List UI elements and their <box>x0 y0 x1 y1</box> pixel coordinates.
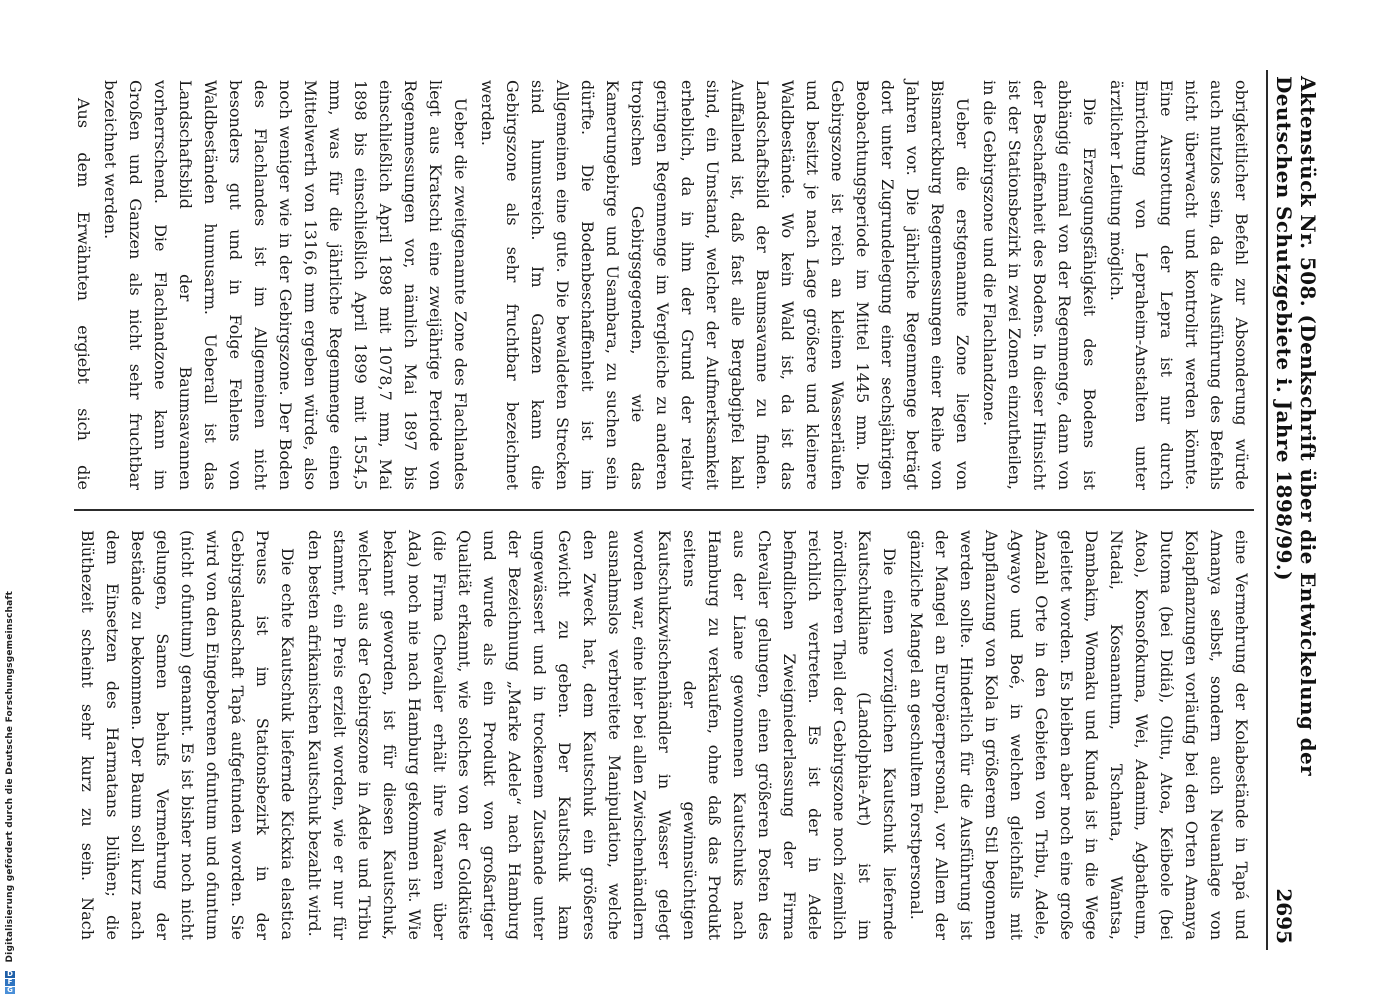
scanned-page <box>70 70 1320 950</box>
paragraph: Die Erzeugungsfähigkeit des Bodens ist abhängig einmal von der Regenmenge, dann von der Beschaffenheit des Bodens. In dieser Hinsicht ist der Stationsbezirk in zwei Zonen einzutheilen, in die Gebirgszone und die Flachlandzone. <box>980 80 1099 490</box>
column-divider <box>74 509 1254 511</box>
dfg-logo-letter-d: D <box>5 971 15 978</box>
dfg-logo-letter-f: F <box>5 979 15 986</box>
credit-text: Digitalisierung gefördert durch die Deutsche Forschungsgemeinschaft <box>5 590 15 962</box>
digitization-credit <box>4 8 16 994</box>
paragraph: Ueber die erstgenannte Zone liegen von Bismarckburg Regenmessungen einer Reihe von Jahren vor. Die jährliche Regenmenge beträgt dort unter Zugrundelegung einer sechsjährigen Beobachtungsperiode im Mittel 1445 mm. Die Gebirgszone ist reich an kleinen Wasserläufen und besitzt je nach Lage größere und kleinere Waldbestände. Wo kein Wald ist, da ist das Landschaftsbild der Baumsavanne zu finden. Auffallend ist, daß fast alle Bergabgipfel kahl sind, ein Umstand, welcher der Aufmerksamkeit erheblich, da in ihm der Grund der relativ geringen Regenmenge im Vergleiche zu anderen tropischen Gebirgsgegenden, wie das Kamerungebirge und Usambara, zu suchen sein dürfte. Die Bodenbeschaffenheit ist im Allgemeinen eine gute. Die bewaldeten Strecken sind humusreich. Im Ganzen kann die Gebirgszone als sehr fruchtbar bezeichnet werden. <box>478 80 972 490</box>
dfg-logo-letter-g: G <box>5 987 15 994</box>
dfg-logo-icon <box>4 970 16 994</box>
paragraph: Aus dem Erwähnten ergiebt sich die <box>74 98 93 490</box>
header-title: Aktenstück Nr. 508. (Denkschrift über die Entwickelung der Deutschen Schutzgebiete i. Jahre 1898/99.) <box>1272 76 1320 777</box>
column-right <box>74 520 1254 950</box>
page-header <box>1266 70 1320 950</box>
column-left <box>74 70 1254 500</box>
paragraph: obrigkeitlicher Befehl zur Absonderung würde auch nutzlos sein, da die Ausführung des Befehls nicht überwacht und kontrolirt werden könnte. Eine Ausrottung der Lepra ist nur durch Einrichtung von Lepraheim-Anstalten unter ärztlicher Leitung möglich. <box>1107 80 1251 490</box>
paragraph: Die einen vorzüglichen Kautschuk liefernde Kautschukliane (Landolphia-Art) ist im nördlicheren Theil der Gebirgszone noch ziemlich reichlich vertreten. Es ist der in Adele befindlichen Zweigniederlassung der Firma Chevalier gelungen, einen größeren Posten des aus der Liane gewonnenen Kautschuks nach Hamburg zu verkaufen, ohne daß das Produkt seitens der gewinnsüchtigen Kautschukzwischenhändler in Wasser gelegt worden war, eine hier bei allen Zwischenhändlern ausnahmslos verbreitete Manipulation, welche den Zweck hat, dem Kautschuk ein größeres Gewicht zu geben. Der Kautschuk kam ungewässert und in trockenem Zustande unter der Bezeichnung „Marke Adele“ nach Hamburg und wurde als ein Produkt von großartiger Qualität erkannt, wie solches von der Goldküste (die Firma Chevalier erhält ihre Waaren über Ada) noch nie nach Hamburg gekommen ist. Wie bekannt geworden, ist für diesen Kautschuk, welcher aus der Gebirgszone in Adele und Tribu stammt, ein Preis erzielt worden, wie er nur für den besten afrikanischen Kautschuk bezahlt wird. <box>305 530 899 940</box>
text-columns <box>74 70 1254 950</box>
paragraph: Ueber die zweitgenannte Zone des Flachlandes liegt aus Kratschi eine zweijährige Periode von Regenmessungen vor, nämlich Mai 1897 bis einschließlich April 1898 mit 1078,7 mm, Mai 1898 bis einschließlich April 1899 mit 1554,5 mm, was für die jährliche Regenmenge einen Mittelwerth von 1316,6 mm ergeben würde, also noch weniger wie in der Gebirgszone. Der Boden des Flachlandes ist im Allgemeinen nicht besonders gut und in Folge Fehlens von Waldbeständen humusarm. Ueberall ist das Landschaftsbild der Baumsavannen vorherrschend. Die Flachlandzone kann im Großen und Ganzen als nicht sehr fruchtbar bezeichnet werden. <box>101 80 470 490</box>
paragraph: eine Vermehrung der Kolabestände in Tapá und Amanya selbst, sondern auch Neuanlage von Kolapflanzungen vorläufig bei den Orten Amanya Dutoma (bei Didiá), Olitu, Atoa, Keibeole (bei Atoa), Konsofokuma, Wei, Adamim, Agbatheum, Ntadai, Kosanantum, Tschanta, Wantsa, Dambakim, Womaku und Kunda ist in die Wege geleitet worden. Es bleiben aber noch eine große Anzahl Orte in den Gebieten von Tribu, Adele, Agwayo und Boé, in welchen gleichfalls mit Anpflanzung von Kola in größerem Stil begonnen werden sollte. Hinderlich für die Ausführung ist der Mangel an Europäerpersonal, vor Allem der gänzliche Mangel an geschultem Forstpersonal. <box>907 530 1251 940</box>
page-number: 2695 <box>1272 888 1296 944</box>
paragraph: Die echte Kautschuk liefernde Kickxia elastica Preuss ist im Stationsbezirk in der Gebirgslandschaft Tapá aufgefunden worden. Sie wird von den Eingeborenen ofuntum und ofuntum (nicht ofuntum) genannt. Es ist bisher noch nicht gelungen, Samen behufs Vermehrung der Bestände zu bekommen. Der Baum soll kurz nach dem Einsetzen des Harmatans blühen; die Blüthezeit scheint sehr kurz zu sein. Nach <box>78 530 297 940</box>
